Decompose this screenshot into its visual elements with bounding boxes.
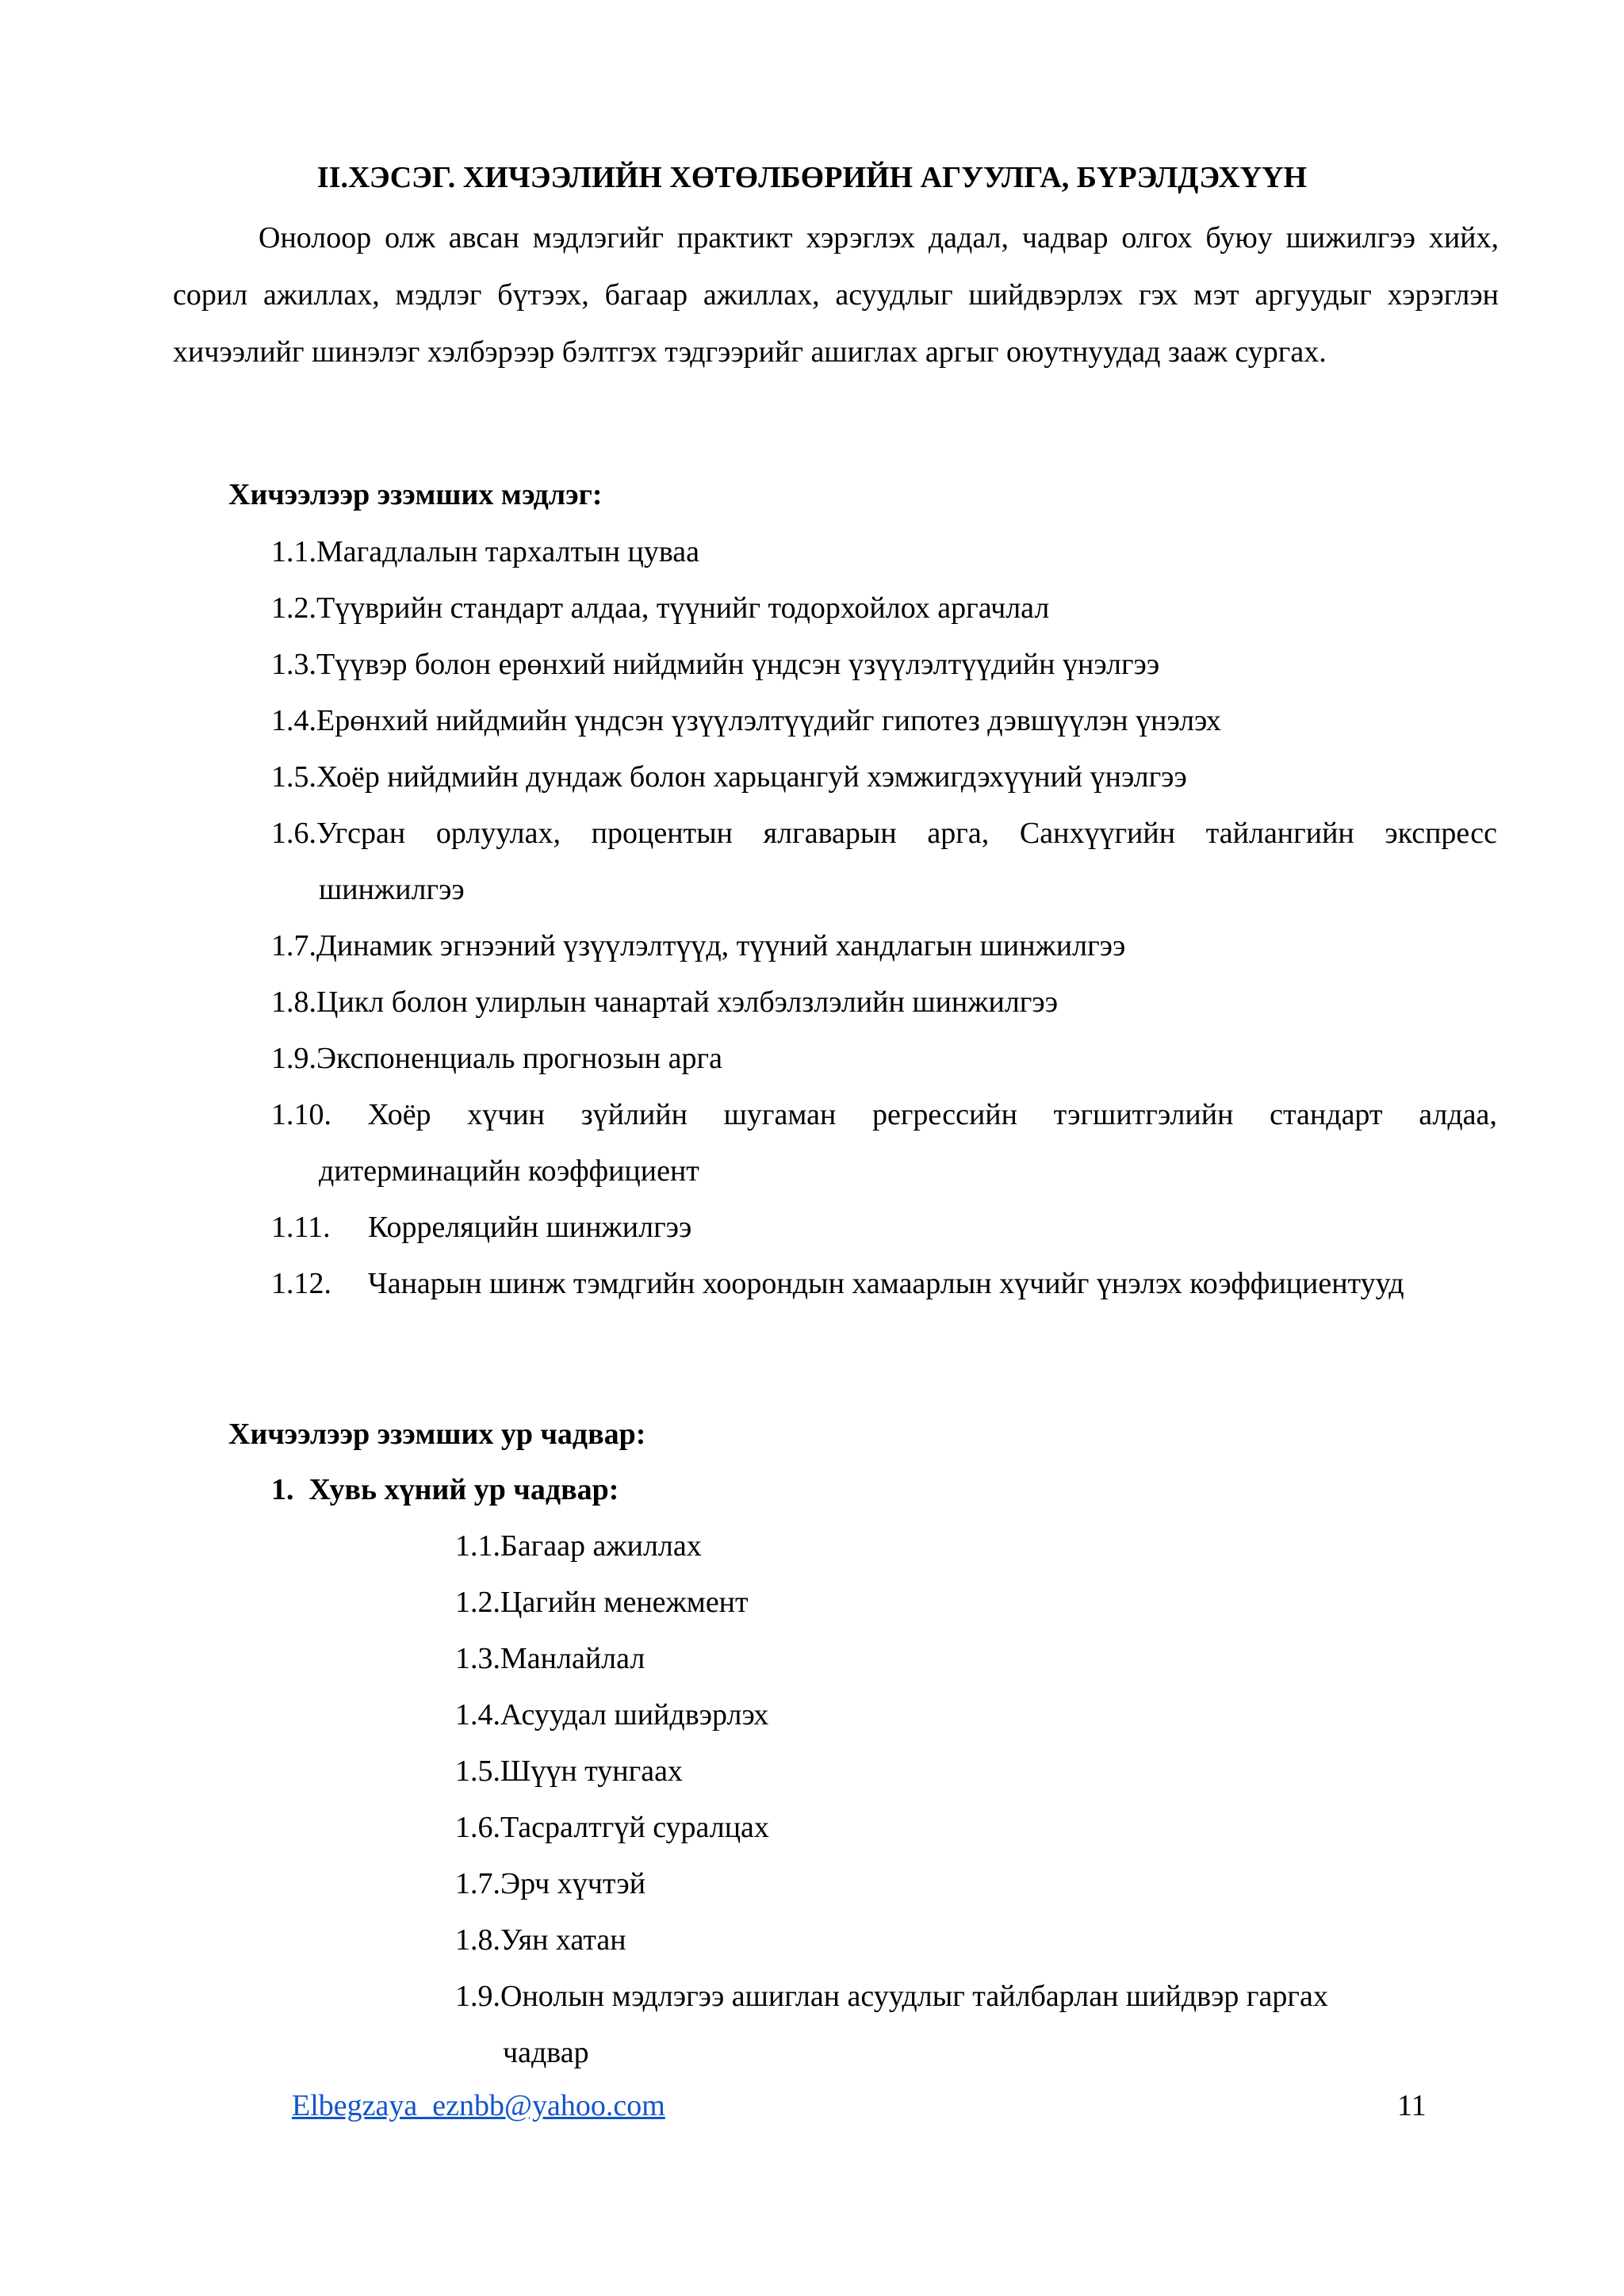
knowledge-item: 1.7.Динамик эгнээний үзүүлэлтүүд, түүний хандлагын шинжилгээ — [271, 929, 1126, 962]
knowledge-item-11-text: Корреляцийн шинжилгээ — [368, 1211, 692, 1244]
word: тэгшитгэлийн — [1053, 1098, 1234, 1131]
skill-item: 1.4.Асуудал шийдвэрлэх — [455, 1698, 769, 1732]
knowledge-item-6 — [271, 814, 1497, 852]
skill-item: 1.3.Манлайлал — [455, 1642, 645, 1675]
word: регрессийн — [871, 1098, 1017, 1131]
knowledge-item: 1.3.Түүвэр болон ерөнхий нийдмийн үндсэн үзүүлэлтүүдийн үнэлгээ — [271, 648, 1160, 681]
word: процентын — [591, 817, 733, 850]
knowledge-item: 1.1.Магадлалын тархалтын цуваа — [271, 535, 700, 568]
word: ялгаварын — [763, 817, 897, 850]
skill-item: 1.2.Цагийн менежмент — [455, 1586, 749, 1619]
word: экспресс — [1385, 817, 1497, 850]
skill-item: 1.5.Шүүн тунгаах — [455, 1755, 683, 1788]
knowledge-item-11-number: 1.11. — [271, 1211, 331, 1244]
knowledge-item: 1.8.Цикл болон улирлын чанартай хэлбэлзлэлийн шинжилгээ — [271, 985, 1059, 1019]
word: орлуулах, — [435, 817, 561, 850]
knowledge-item-12-number: 1.12. — [271, 1267, 331, 1300]
skill-item: 1.8.Уян хатан — [455, 1923, 626, 1957]
knowledge-item: 1.2.Түүврийн стандарт алдаа, түүнийг тодорхойлох аргачлал — [271, 591, 1050, 625]
skill-item: 1.9.Онолын мэдлэгээ ашиглан асуудлыг тайлбарлан шийдвэр гаргах — [455, 1980, 1328, 2013]
word: Санхүүгийн — [1019, 817, 1176, 850]
knowledge-heading: Хичээлээр эзэмших мэдлэг: — [228, 478, 603, 511]
knowledge-item-12-text: Чанарын шинж тэмдгийн хоорондын хамаарлын хүчийг үнэлэх коэффициентууд — [368, 1267, 1404, 1300]
word: 1.10. — [271, 1098, 331, 1131]
knowledge-item: 1.4.Ерөнхий нийдмийн үндсэн үзүүлэлтүүдийг гипотез дэвшүүлэн үнэлэх — [271, 704, 1221, 737]
skill-item: 1.1.Багаар ажиллах — [455, 1529, 702, 1563]
knowledge-item-10 — [271, 1096, 1497, 1134]
skills-subheading: 1. Хувь хүний ур чадвар: — [271, 1473, 619, 1506]
word: алдаа, — [1419, 1098, 1497, 1131]
knowledge-item-6-cont: шинжилгээ — [319, 873, 465, 906]
word: тайлангийн — [1205, 817, 1354, 850]
word: Хоёр — [367, 1098, 431, 1131]
word: хүчин — [467, 1098, 545, 1131]
word: арга, — [927, 817, 990, 850]
word: шугаман — [723, 1098, 837, 1131]
section-title: II.ХЭСЭГ. ХИЧЭЭЛИЙН ХӨТӨЛБӨРИЙН АГУУЛГА, БҮРЭЛДЭХҮҮН — [316, 161, 1308, 194]
knowledge-item-10-cont: дитерминацийн коэффициент — [319, 1154, 699, 1188]
knowledge-item: 1.5.Хоёр нийдмийн дундаж болон харьцангуй хэмжигдэхүүний үнэлгээ — [271, 760, 1187, 794]
word: 1.6.Угсран — [271, 817, 406, 850]
footer-email-link[interactable]: Elbegzaya_eznbb@yahoo.com — [292, 2089, 665, 2122]
word: зүйлийн — [580, 1098, 688, 1131]
skill-item: 1.7.Эрч хүчтэй — [455, 1867, 646, 1900]
skills-heading: Хичээлээр эзэмших ур чадвар: — [228, 1418, 646, 1451]
page-number: 11 — [1397, 2089, 1427, 2122]
skill-item-9-cont: чадвар — [503, 2036, 589, 2069]
knowledge-item: 1.9.Экспоненциаль прогнозын арга — [271, 1042, 722, 1075]
skill-item: 1.6.Тасралтгүй суралцах — [455, 1811, 769, 1844]
intro-paragraph: Онолоор олж авсан мэдлэгийг практикт хэрэглэх дадал, чадвар олгох буюу шижилгээ хийх, сорил ажиллах, мэдлэг бүтээх, багаар ажиллах, асуудлыг шийдвэрлэх гэх мэт аргуудыг хэрэглэн хичээлийг шинэлэг хэлбэрээр бэлтгэх тэдгээрийг ашиглах аргыг оюутнуудад зааж сургах. — [173, 221, 1499, 369]
word: стандарт — [1270, 1098, 1383, 1131]
